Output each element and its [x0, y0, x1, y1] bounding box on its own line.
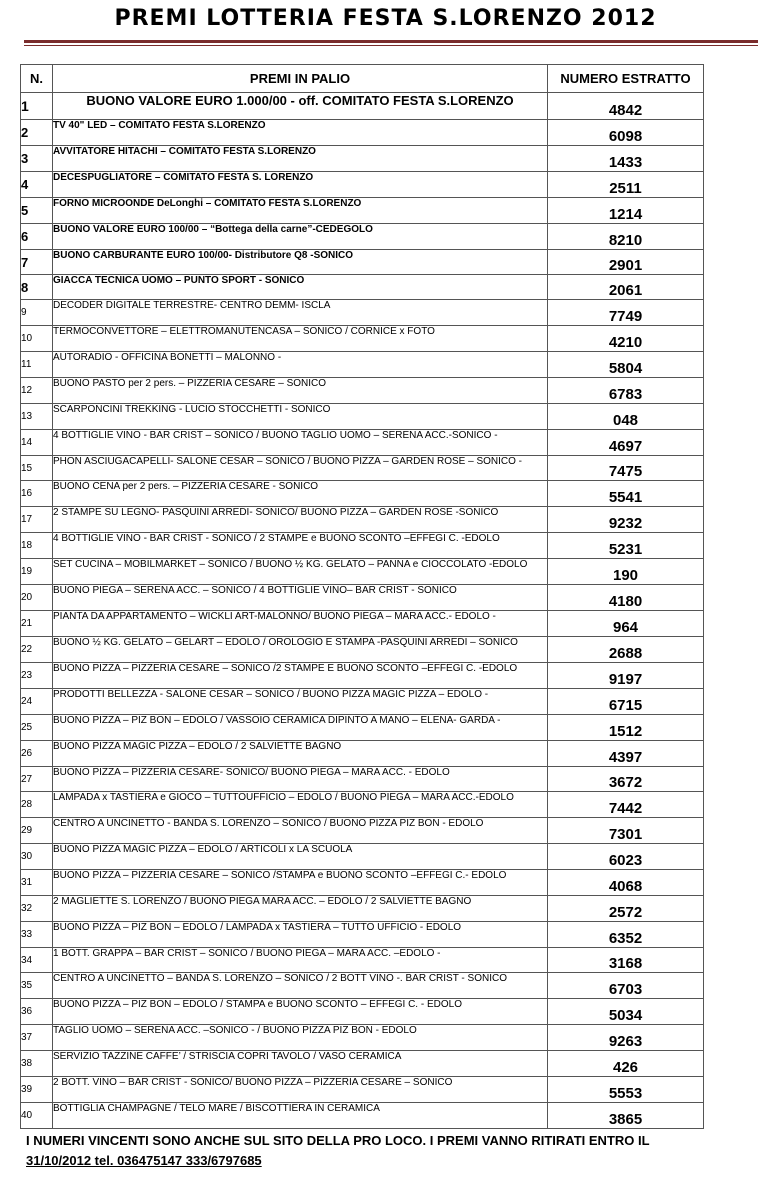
row-drawn-number: 048	[548, 404, 704, 430]
row-prize: BUONO PIZZA – PIZZERIA CESARE- SONICO/ BUONO PIEGA – MARA ACC. - EDOLO	[53, 767, 548, 792]
row-drawn-number: 5541	[548, 481, 704, 507]
row-drawn-number: 7749	[548, 300, 704, 326]
row-prize: BUONO PIZZA – PIZZERIA CESARE – SONICO /2 STAMPE E BUONO SCONTO –EFFEGI C. -EDOLO	[53, 663, 548, 689]
table-row	[21, 792, 704, 818]
table-row	[21, 430, 704, 456]
row-prize: PIANTA DA APPARTAMENTO – WICKLI ART-MALONNO/ BUONO PIEGA – MARA ACC.- EDOLO -	[53, 611, 548, 637]
row-number: 39	[21, 1077, 53, 1103]
header-drawn-number: NUMERO ESTRATTO	[548, 65, 704, 93]
row-number: 9	[21, 300, 53, 326]
row-drawn-number: 964	[548, 611, 704, 637]
row-prize: BUONO ½ KG. GELATO – GELART – EDOLO / OROLOGIO E STAMPA -PASQUINI ARREDI – SONICO	[53, 637, 548, 663]
row-prize: TAGLIO UOMO – SERENA ACC. –SONICO - / BUONO PIZZA PIZ BON - EDOLO	[53, 1025, 548, 1051]
row-drawn-number: 5553	[548, 1077, 704, 1103]
row-number: 28	[21, 792, 53, 818]
row-prize: BUONO PIZZA MAGIC PIZZA – EDOLO / ARTICOLI x LA SCUOLA	[53, 844, 548, 870]
row-prize: LAMPADA x TASTIERA e GIOCO – TUTTOUFFICIO – EDOLO / BUONO PIEGA – MARA ACC.-EDOLO	[53, 792, 548, 818]
row-prize: SCARPONCINI TREKKING - LUCIO STOCCHETTI - SONICO	[53, 404, 548, 430]
row-number: 7	[21, 250, 53, 275]
row-number: 23	[21, 663, 53, 689]
table-row	[21, 172, 704, 198]
row-drawn-number: 1512	[548, 715, 704, 741]
row-number: 2	[21, 120, 53, 146]
table-row	[21, 767, 704, 792]
table-row	[21, 456, 704, 481]
row-number: 21	[21, 611, 53, 637]
row-prize: BUONO PIEGA – SERENA ACC. – SONICO / 4 BOTTIGLIE VINO– BAR CRIST - SONICO	[53, 585, 548, 611]
table-row	[21, 948, 704, 973]
table-row	[21, 275, 704, 300]
row-prize: DECESPUGLIATORE – COMITATO FESTA S. LORENZO	[53, 172, 548, 198]
row-number: 30	[21, 844, 53, 870]
row-number: 11	[21, 352, 53, 378]
row-drawn-number: 7475	[548, 456, 704, 481]
header-number: N.	[21, 65, 53, 93]
row-number: 29	[21, 818, 53, 844]
table-row	[21, 507, 704, 533]
row-drawn-number: 4697	[548, 430, 704, 456]
table-row	[21, 198, 704, 224]
table-row	[21, 896, 704, 922]
row-drawn-number: 4068	[548, 870, 704, 896]
table-row	[21, 224, 704, 250]
page-title: PREMI LOTTERIA FESTA S.LORENZO 2012	[114, 6, 657, 31]
row-number: 37	[21, 1025, 53, 1051]
row-drawn-number: 7442	[548, 792, 704, 818]
row-drawn-number: 6703	[548, 973, 704, 999]
row-prize: BUONO PIZZA – PIZ BON – EDOLO / VASSOIO CERAMICA DIPINTO A MANO – ELENA- GARDA -	[53, 715, 548, 741]
row-number: 14	[21, 430, 53, 456]
row-drawn-number: 2572	[548, 896, 704, 922]
table-row	[21, 120, 704, 146]
footer-note	[26, 1131, 766, 1171]
row-prize: 4 BOTTIGLIE VINO - BAR CRIST - SONICO / 2 STAMPE e BUONO SCONTO –EFFEGI C. -EDOLO	[53, 533, 548, 559]
table-row	[21, 533, 704, 559]
row-drawn-number: 9232	[548, 507, 704, 533]
row-number: 24	[21, 689, 53, 715]
row-number: 26	[21, 741, 53, 767]
row-prize: GIACCA TECNICA UOMO – PUNTO SPORT - SONICO	[53, 275, 548, 300]
table-row	[21, 559, 704, 585]
row-prize: 4 BOTTIGLIE VINO - BAR CRIST – SONICO / BUONO TAGLIO UOMO – SERENA ACC.-SONICO -	[53, 430, 548, 456]
row-drawn-number: 5034	[548, 999, 704, 1025]
table-row	[21, 922, 704, 948]
row-drawn-number: 6715	[548, 689, 704, 715]
row-drawn-number: 4397	[548, 741, 704, 767]
table-row	[21, 844, 704, 870]
row-number: 13	[21, 404, 53, 430]
row-prize: 2 MAGLIETTE S. LORENZO / BUONO PIEGA MARA ACC. – EDOLO / 2 SALVIETTE BAGNO	[53, 896, 548, 922]
row-number: 20	[21, 585, 53, 611]
row-prize: PHON ASCIUGACAPELLI- SALONE CESAR – SONICO / BUONO PIZZA – GARDEN ROSE – SONICO -	[53, 456, 548, 481]
row-prize: BUONO PIZZA – PIZ BON – EDOLO / STAMPA e BUONO SCONTO – EFFEGI C. - EDOLO	[53, 999, 548, 1025]
row-drawn-number: 9263	[548, 1025, 704, 1051]
row-prize: BUONO PIZZA MAGIC PIZZA – EDOLO / 2 SALVIETTE BAGNO	[53, 741, 548, 767]
row-number: 18	[21, 533, 53, 559]
row-drawn-number: 3168	[548, 948, 704, 973]
table-row	[21, 1077, 704, 1103]
table-row	[21, 1103, 704, 1129]
row-prize: BUONO VALORE EURO 100/00 – “Bottega della carne”-CEDEGOLO	[53, 224, 548, 250]
table-row	[21, 689, 704, 715]
row-number: 35	[21, 973, 53, 999]
row-drawn-number: 2061	[548, 275, 704, 300]
row-prize: DECODER DIGITALE TERRESTRE- CENTRO DEMM- ISCLA	[53, 300, 548, 326]
row-prize: TERMOCONVETTORE – ELETTROMANUTENCASA – SONICO / CORNICE x FOTO	[53, 326, 548, 352]
row-prize: BOTTIGLIA CHAMPAGNE / TELO MARE / BISCOTTIERA IN CERAMICA	[53, 1103, 548, 1129]
table-row	[21, 637, 704, 663]
row-prize: BUONO PASTO per 2 pers. – PIZZERIA CESARE – SONICO	[53, 378, 548, 404]
header-prize: PREMI IN PALIO	[53, 65, 548, 93]
row-number: 15	[21, 456, 53, 481]
row-prize: BUONO VALORE EURO 1.000/00 - off. COMITATO FESTA S.LORENZO	[53, 93, 548, 120]
table-row	[21, 300, 704, 326]
table-row	[21, 146, 704, 172]
row-prize: FORNO MICROONDE DeLonghi – COMITATO FESTA S.LORENZO	[53, 198, 548, 224]
row-number: 25	[21, 715, 53, 741]
row-drawn-number: 9197	[548, 663, 704, 689]
row-number: 5	[21, 198, 53, 224]
table-row	[21, 818, 704, 844]
row-drawn-number: 6023	[548, 844, 704, 870]
row-prize: PRODOTTI BELLEZZA - SALONE CESAR – SONICO / BUONO PIZZA MAGIC PIZZA – EDOLO -	[53, 689, 548, 715]
row-drawn-number: 6352	[548, 922, 704, 948]
table-row	[21, 378, 704, 404]
row-drawn-number: 2511	[548, 172, 704, 198]
row-number: 16	[21, 481, 53, 507]
table-row	[21, 326, 704, 352]
table-row	[21, 663, 704, 689]
row-prize: CENTRO A UNCINETTO – BANDA S. LORENZO – SONICO / 2 BOTT VINO -. BAR CRIST - SONICO	[53, 973, 548, 999]
row-prize: 1 BOTT. GRAPPA – BAR CRIST – SONICO / BUONO PIEGA – MARA ACC. –EDOLO -	[53, 948, 548, 973]
row-drawn-number: 190	[548, 559, 704, 585]
row-prize: BUONO CENA per 2 pers. – PIZZERIA CESARE - SONICO	[53, 481, 548, 507]
row-number: 36	[21, 999, 53, 1025]
table-row	[21, 585, 704, 611]
row-drawn-number: 1214	[548, 198, 704, 224]
prizes-table	[20, 64, 704, 1129]
row-prize: 2 BOTT. VINO – BAR CRIST - SONICO/ BUONO PIZZA – PIZZERIA CESARE – SONICO	[53, 1077, 548, 1103]
table-row	[21, 404, 704, 430]
row-number: 32	[21, 896, 53, 922]
row-prize: AUTORADIO - OFFICINA BONETTI – MALONNO -	[53, 352, 548, 378]
footer-line-2: 31/10/2012 tel. 036475147 333/6797685	[26, 1153, 262, 1168]
row-prize: TV 40" LED – COMITATO FESTA S.LORENZO	[53, 120, 548, 146]
table-row	[21, 352, 704, 378]
title-divider	[24, 40, 758, 43]
row-drawn-number: 6783	[548, 378, 704, 404]
row-number: 12	[21, 378, 53, 404]
row-drawn-number: 7301	[548, 818, 704, 844]
row-prize: BUONO PIZZA – PIZZERIA CESARE – SONICO /STAMPA e BUONO SCONTO –EFFEGI C.- EDOLO	[53, 870, 548, 896]
row-number: 27	[21, 767, 53, 792]
row-drawn-number: 5804	[548, 352, 704, 378]
table-row	[21, 1051, 704, 1077]
row-number: 38	[21, 1051, 53, 1077]
row-number: 17	[21, 507, 53, 533]
row-drawn-number: 4180	[548, 585, 704, 611]
row-number: 1	[21, 93, 53, 120]
row-number: 19	[21, 559, 53, 585]
row-number: 10	[21, 326, 53, 352]
table-row	[21, 481, 704, 507]
row-prize: 2 STAMPE SU LEGNO- PASQUINI ARREDI- SONICO/ BUONO PIZZA – GARDEN ROSE -SONICO	[53, 507, 548, 533]
table-header-row	[21, 65, 704, 93]
row-prize: BUONO PIZZA – PIZ BON – EDOLO / LAMPADA x TASTIERA – TUTTO UFFICIO - EDOLO	[53, 922, 548, 948]
row-number: 6	[21, 224, 53, 250]
row-drawn-number: 5231	[548, 533, 704, 559]
row-number: 4	[21, 172, 53, 198]
row-drawn-number: 2688	[548, 637, 704, 663]
row-number: 31	[21, 870, 53, 896]
table-row	[21, 1025, 704, 1051]
table-row	[21, 611, 704, 637]
row-drawn-number: 8210	[548, 224, 704, 250]
table-row	[21, 741, 704, 767]
row-drawn-number: 1433	[548, 146, 704, 172]
row-prize: AVVITATORE HITACHI – COMITATO FESTA S.LORENZO	[53, 146, 548, 172]
table-row	[21, 93, 704, 120]
row-drawn-number: 4210	[548, 326, 704, 352]
table-row	[21, 715, 704, 741]
footer-line-1: I NUMERI VINCENTI SONO ANCHE SUL SITO DELLA PRO LOCO. I PREMI VANNO RITIRATI ENTRO IL	[26, 1133, 650, 1148]
row-drawn-number: 426	[548, 1051, 704, 1077]
table-row	[21, 870, 704, 896]
row-drawn-number: 6098	[548, 120, 704, 146]
row-drawn-number: 4842	[548, 93, 704, 120]
row-number: 22	[21, 637, 53, 663]
table-row	[21, 973, 704, 999]
row-number: 34	[21, 948, 53, 973]
row-drawn-number: 2901	[548, 250, 704, 275]
row-number: 8	[21, 275, 53, 300]
row-prize: SET CUCINA – MOBILMARKET – SONICO / BUONO ½ KG. GELATO – PANNA e CIOCCOLATO -EDOLO	[53, 559, 548, 585]
row-number: 3	[21, 146, 53, 172]
row-drawn-number: 3672	[548, 767, 704, 792]
row-number: 40	[21, 1103, 53, 1129]
row-drawn-number: 3865	[548, 1103, 704, 1129]
row-number: 33	[21, 922, 53, 948]
table-row	[21, 999, 704, 1025]
row-prize: BUONO CARBURANTE EURO 100/00- Distributore Q8 -SONICO	[53, 250, 548, 275]
row-prize: SERVIZIO TAZZINE CAFFE’ / STRISCIA COPRI TAVOLO / VASO CERAMICA	[53, 1051, 548, 1077]
row-prize: CENTRO A UNCINETTO - BANDA S. LORENZO – SONICO / BUONO PIZZA PIZ BON - EDOLO	[53, 818, 548, 844]
table-row	[21, 250, 704, 275]
title-divider-thin	[24, 45, 758, 46]
